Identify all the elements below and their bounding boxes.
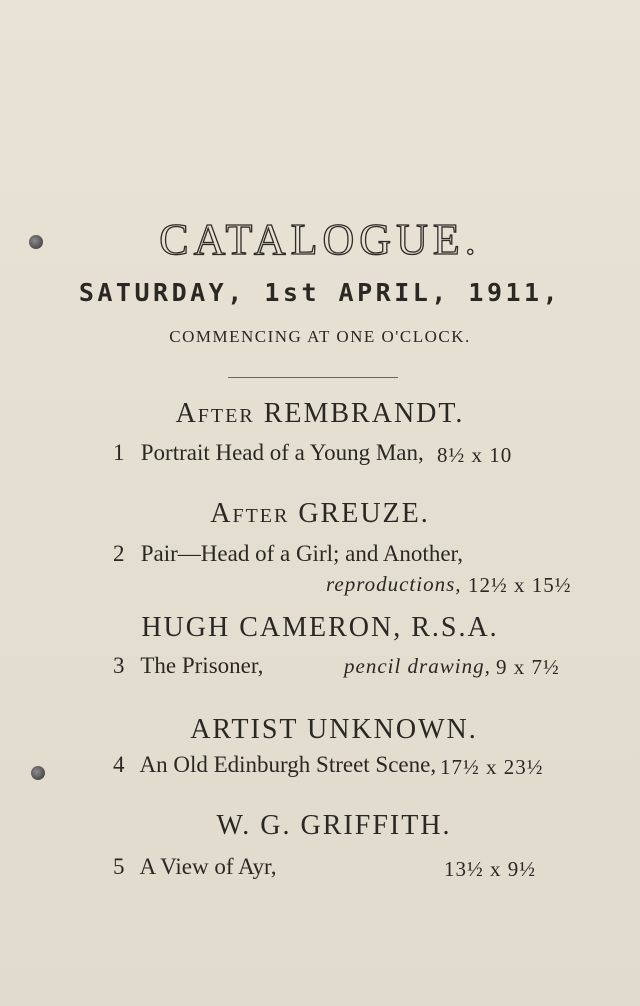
catalogue-title: CATALOGUE. (159, 215, 481, 264)
punch-hole (31, 766, 45, 780)
lot-dimensions: 17½ x 23½ (440, 755, 544, 779)
section-heading: W. G. GRIFFITH. (216, 810, 452, 841)
section-heading: After REMBRANDT. (175, 398, 465, 429)
sale-date: SATURDAY, 1st APRIL, 1911, (78, 278, 562, 307)
lot-number: 1 (113, 440, 125, 465)
lot-description: The Prisoner, (140, 653, 264, 678)
lot-description: Portrait Head of a Young Man, (140, 440, 424, 465)
lot-note: reproductions, (326, 572, 462, 596)
lot-dimensions: 12½ x 15½ (468, 573, 572, 597)
commencing-time: COMMENCING AT ONE O'CLOCK. (169, 327, 471, 346)
section-heading: After GREUZE. (210, 498, 430, 529)
section-heading: ARTIST UNKNOWN. (190, 714, 478, 745)
lot-description: A View of Ayr, (139, 854, 277, 879)
lot-dimensions: 8½ x 10 (437, 443, 513, 467)
lot-description: An Old Edinburgh Street Scene, (139, 752, 437, 777)
lot-number: 5 (113, 854, 125, 879)
divider-rule (228, 377, 398, 378)
lot-dimensions: 13½ x 9½ (444, 857, 536, 881)
lot-dimensions: 9 x 7½ (496, 655, 560, 679)
lot-number: 2 (113, 541, 125, 566)
lot-note: pencil drawing, (344, 654, 491, 678)
section-heading: HUGH CAMERON, R.S.A. (141, 612, 499, 643)
lot-number: 4 (113, 752, 125, 777)
lot-item (113, 541, 533, 567)
lot-description: Pair—Head of a Girl; and Another, (140, 541, 464, 566)
lot-number: 3 (113, 653, 125, 678)
